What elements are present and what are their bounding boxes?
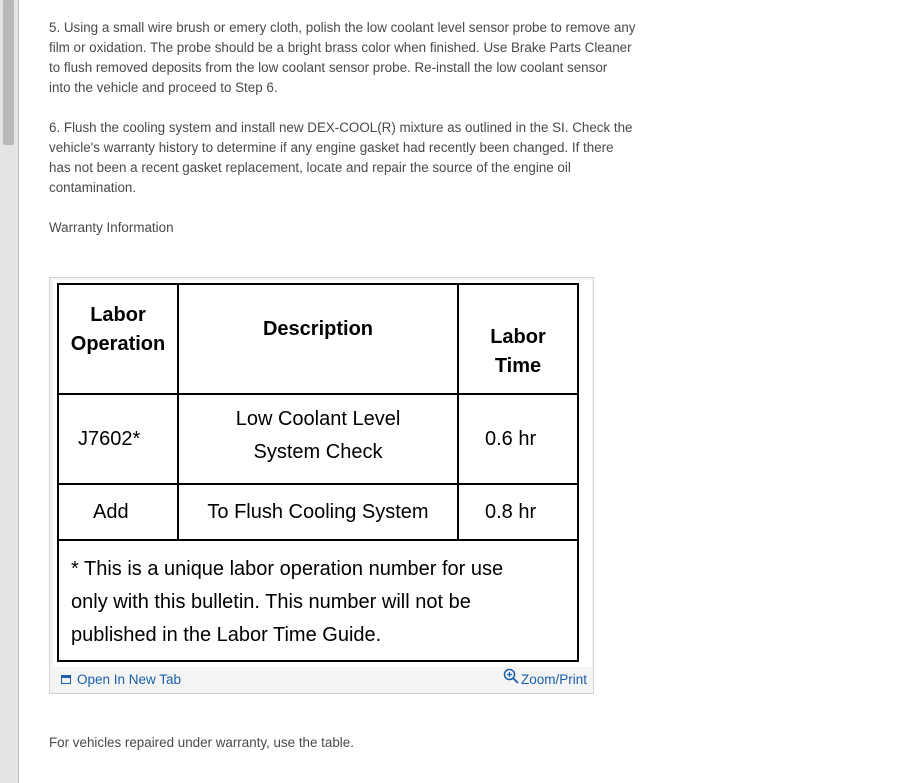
row-1-operation: J7602* — [58, 394, 178, 484]
zoom-print-label: Zoom/Print — [520, 672, 587, 687]
zoom-in-icon — [503, 668, 519, 684]
warranty-note: For vehicles repaired under warranty, use the table. — [49, 735, 354, 750]
open-in-new-tab-link[interactable] — [61, 672, 181, 687]
header-description: Description — [178, 284, 458, 394]
header-labor-operation: Labor Operation — [58, 284, 178, 394]
warranty-figure — [49, 277, 594, 694]
labor-table — [57, 283, 579, 662]
step-6-paragraph: 6. Flush the cooling system and install new DEX-COOL(R) mixture as outlined in the SI. Check the vehicle's warranty history to determine if any engine gasket had recently been changed. If there has not been a recent gasket replacement, locate and repair the source of the engine oil contamination. — [49, 120, 633, 195]
header-labor-time: Labor Time — [458, 284, 578, 394]
bulletin-body — [49, 18, 679, 258]
table-footnote: * This is a unique labor operation number for use only with this bulletin. This number will not be published in the Labor Time Guide. — [58, 540, 578, 661]
zoom-print-link[interactable] — [503, 668, 587, 687]
labor-table-image — [53, 280, 592, 667]
figure-footer — [50, 667, 593, 693]
row-1-time: 0.6 hr — [458, 394, 578, 484]
row-2-time: 0.8 hr — [458, 484, 578, 540]
open-in-new-tab-label: Open In New Tab — [77, 672, 182, 687]
warranty-heading: Warranty Information — [49, 220, 174, 235]
row-2-description: To Flush Cooling System — [178, 484, 458, 540]
viewer-left-frame — [0, 0, 19, 783]
row-2-operation: Add — [58, 484, 178, 540]
step-5-paragraph: 5. Using a small wire brush or emery cloth, polish the low coolant level sensor probe to remove any film or oxidation. The probe should be a bright brass color when finished. Use Brake Parts Cleaner to flush removed deposits from the low coolant sensor probe. Re-install the low coolant sensor into the vehicle and proceed to Step 6. — [49, 20, 636, 95]
open-in-new-tab-icon — [61, 675, 71, 684]
scrollbar-thumb[interactable] — [3, 0, 14, 145]
row-1-description: Low Coolant Level System Check — [178, 394, 458, 484]
